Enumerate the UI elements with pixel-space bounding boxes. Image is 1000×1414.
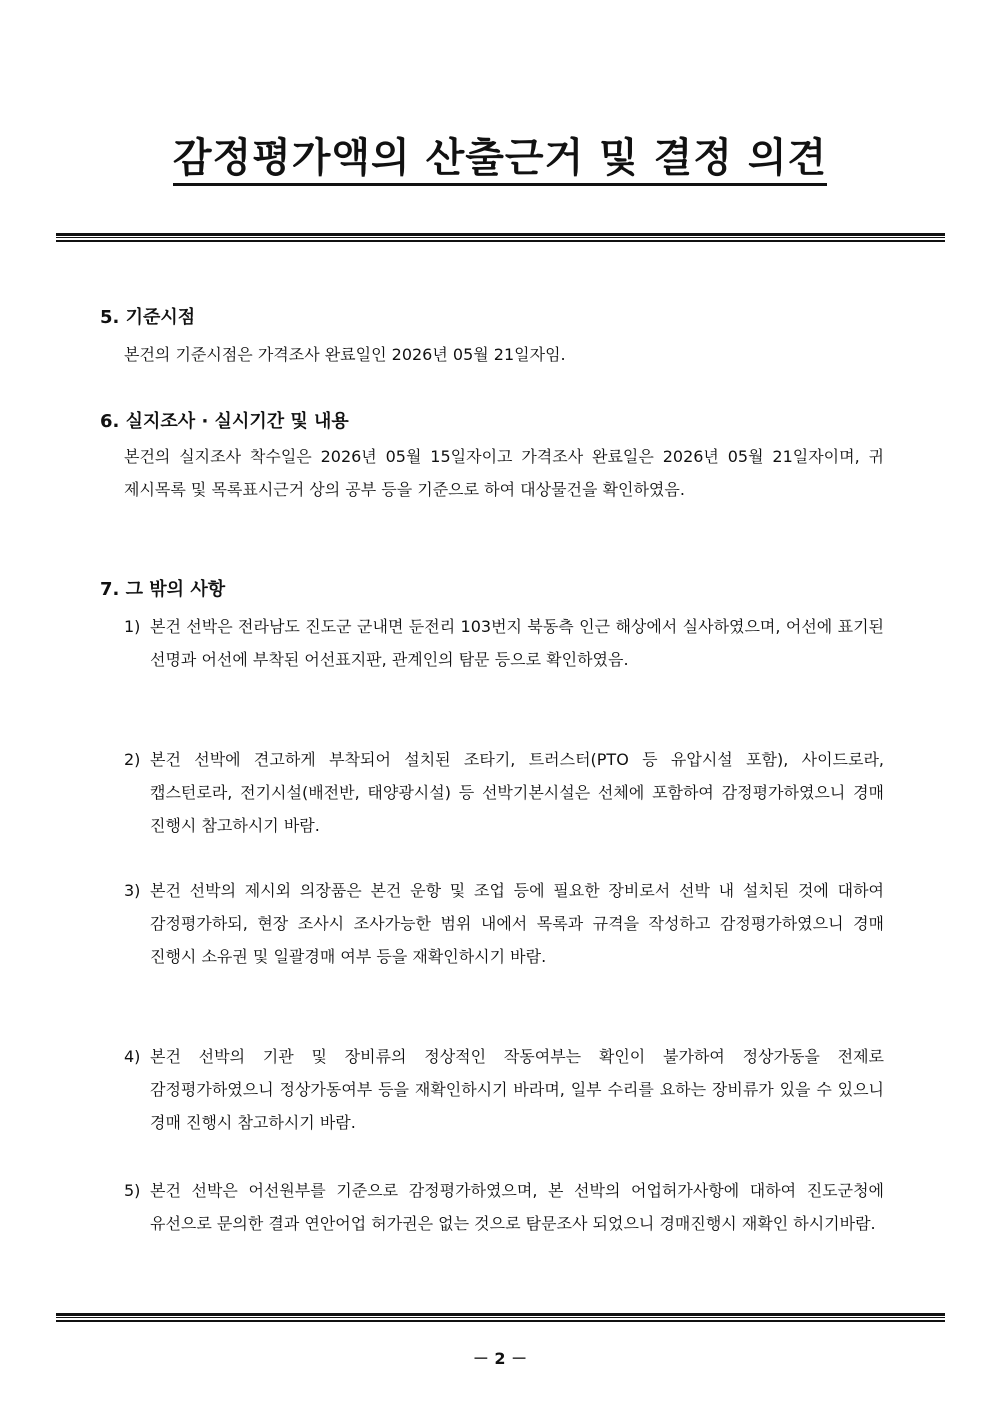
- list-item-4: [124, 1040, 884, 1139]
- page-title: [0, 128, 1000, 188]
- list-item-number: 5): [124, 1181, 141, 1200]
- page-title-text: 감정평가액의 산출근거 및 결정 의견: [173, 135, 827, 186]
- list-item-number: 3): [124, 881, 141, 900]
- section-5-heading: 5. 기준시점: [100, 307, 196, 328]
- top-divider: [56, 233, 945, 242]
- list-item-3: [124, 874, 884, 973]
- list-item-2: [124, 743, 884, 842]
- list-item-number: 4): [124, 1047, 141, 1066]
- list-item-text: 본건 선박에 견고하게 부착되어 설치된 조타기, 트러스터(PTO 등 유압시설 포함), 사이드로라, 캡스턴로라, 전기시설(배전반, 태양광시설) 등 선박기본시설은 선체에 포함하여 감정평가하였으니 경매 진행시 참고하시기 바람.: [150, 750, 884, 835]
- section-7-heading: 7. 그 밖의 사항: [100, 579, 226, 600]
- list-item-text: 본건 선박은 전라남도 진도군 군내면 둔전리 103번지 북동측 인근 해상에서 실사하였으며, 어선에 표기된 선명과 어선에 부착된 어선표지판, 관계인의 탐문 등으로 확인하였음.: [150, 617, 884, 669]
- list-item-5: [124, 1174, 884, 1240]
- section-6-body: 본건의 실지조사 착수일은 2026년 05월 15일자이고 가격조사 완료일은 2026년 05월 21일자이며, 귀 제시목록 및 목록표시근거 상의 공부 등을 기준으로 하여 대상물건을 확인하였음.: [124, 447, 884, 499]
- bottom-divider: [56, 1313, 945, 1322]
- list-item-text: 본건 선박은 어선원부를 기준으로 감정평가하였으며, 본 선박의 어업허가사항에 대하여 진도군청에 유선으로 문의한 결과 연안어업 허가권은 없는 것으로 탐문조사 되었으니 경매진행시 재확인 하시기바람.: [150, 1181, 884, 1233]
- list-item-number: 2): [124, 750, 141, 769]
- section-5-body: 본건의 기준시점은 가격조사 완료일인 2026년 05월 21일자임.: [124, 345, 566, 364]
- list-item-1: [124, 610, 884, 676]
- list-item-text: 본건 선박의 제시외 의장품은 본건 운항 및 조업 등에 필요한 장비로서 선박 내 설치된 것에 대하여 감정평가하되, 현장 조사시 조사가능한 범위 내에서 목록과 규격을 작성하고 감정평가하였으니 경매 진행시 소유권 및 일괄경매 여부 등을 재확인하시기 바람.: [150, 881, 884, 966]
- list-item-number: 1): [124, 617, 141, 636]
- page-number: － 2 －: [472, 1349, 528, 1368]
- list-item-text: 본건 선박의 기관 및 장비류의 정상적인 작동여부는 확인이 불가하여 정상가동을 전제로 감정평가하였으니 정상가동여부 등을 재확인하시기 바라며, 일부 수리를 요하는 장비류가 있을 수 있으니 경매 진행시 참고하시기 바람.: [150, 1047, 884, 1132]
- section-6-heading: 6. 실지조사 · 실시기간 및 내용: [100, 411, 349, 432]
